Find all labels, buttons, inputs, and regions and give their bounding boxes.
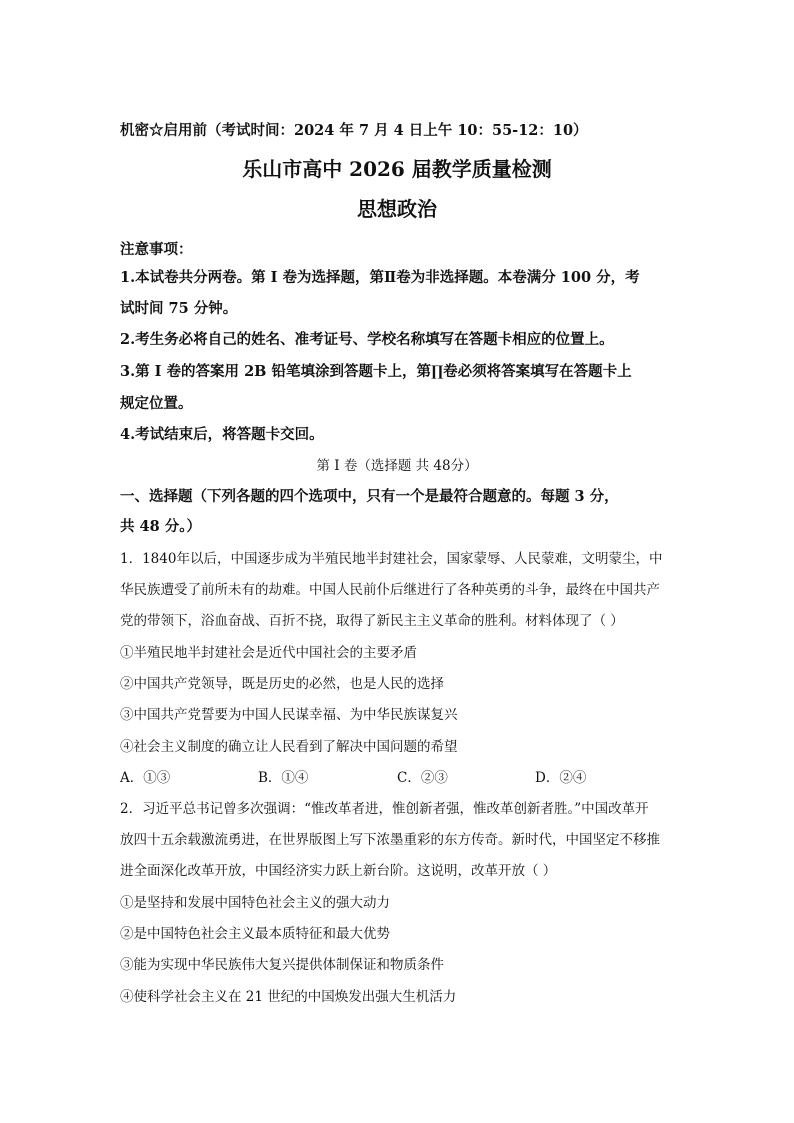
secrecy-line: 机密☆启用前（考试时间：2024 年 7 月 4 日上午 10：55-12：10） bbox=[120, 122, 588, 139]
question-2-stem: 2．习近平总书记曾多次强调：“惟改革者进，惟创新者强，惟改革创新者胜。”中国改革开 bbox=[120, 801, 649, 817]
question-1-statement: ②中国共产党领导，既是历史的必然，也是人民的选择 bbox=[120, 676, 444, 692]
note-line: 1.本试卷共分两卷。第 I 卷为选择题，第Ⅱ卷为非选择题。本卷满分 100 分，考 bbox=[120, 269, 640, 286]
question-1-stem: 党的带领下，浴血奋战、百折不挠，取得了新民主主义革命的胜利。材料体现了（ ） bbox=[120, 613, 624, 629]
note-line: 3.第 I 卷的答案用 2B 铅笔填涂到答题卡上，第∏卷必须将答案填写在答题卡上 bbox=[120, 363, 632, 380]
note-line: 4.考试结束后，将答题卡交回。 bbox=[120, 426, 324, 443]
question-2-stem: 进全面深化改革开放，中国经济实力跃上新台阶。这说明，改革开放（ ） bbox=[120, 863, 557, 879]
question-1-stem: 华民族遭受了前所未有的劫难。中国人民前仆后继进行了各种英勇的斗争，最终在中国共产 bbox=[120, 582, 660, 598]
question-1-statement: ④社会主义制度的确立让人民看到了解决中国问题的希望 bbox=[120, 739, 458, 755]
section-heading: 一、选择题（下列各题的四个选项中，只有一个是最符合题意的。每题 3 分， bbox=[120, 488, 619, 505]
option-a[interactable]: A．①③ bbox=[120, 770, 171, 786]
notes-heading: 注意事项： bbox=[120, 241, 193, 258]
question-1-statement: ③中国共产党誓要为中国人民谋幸福、为中华民族谋复兴 bbox=[120, 707, 458, 723]
note-line: 规定位置。 bbox=[120, 395, 193, 412]
question-1-stem: 1．1840年以后，中国逐步成为半殖民地半封建社会，国家蒙辱、人民蒙难，文明蒙尘，中 bbox=[120, 551, 663, 567]
option-d[interactable]: D．②④ bbox=[535, 770, 587, 786]
option-c[interactable]: C．②③ bbox=[397, 770, 448, 786]
question-2-statement: ②是中国特色社会主义最本质特征和最大优势 bbox=[120, 926, 390, 942]
part1-title: 第 I 卷（选择题 共 48分） bbox=[316, 458, 478, 474]
option-b[interactable]: B．①④ bbox=[258, 770, 309, 786]
question-2-stem: 放四十五余载激流勇进，在世界版图上写下浓墨重彩的东方传奇。新时代，中国坚定不移推 bbox=[120, 832, 660, 848]
question-1-options bbox=[120, 768, 680, 788]
question-2-statement: ①是坚持和发展中国特色社会主义的强大动力 bbox=[120, 895, 390, 911]
note-line: 2.考生务必将自己的姓名、准考证号、学校名称填写在答题卡相应的位置上。 bbox=[120, 331, 614, 348]
question-1-statement: ①半殖民地半封建社会是近代中国社会的主要矛盾 bbox=[120, 645, 417, 661]
exam-title: 乐山市高中 2026 届教学质量检测 bbox=[242, 157, 552, 181]
question-2-statement: ③能为实现中华民族伟大复兴提供体制保证和物质条件 bbox=[120, 957, 444, 973]
question-2-statement: ④使科学社会主义在 21 世纪的中国焕发出强大生机活力 bbox=[120, 989, 457, 1005]
note-line: 试时间 75 分钟。 bbox=[120, 300, 238, 317]
section-heading: 共 48 分。） bbox=[120, 518, 202, 535]
subject-title: 思想政治 bbox=[357, 197, 437, 221]
